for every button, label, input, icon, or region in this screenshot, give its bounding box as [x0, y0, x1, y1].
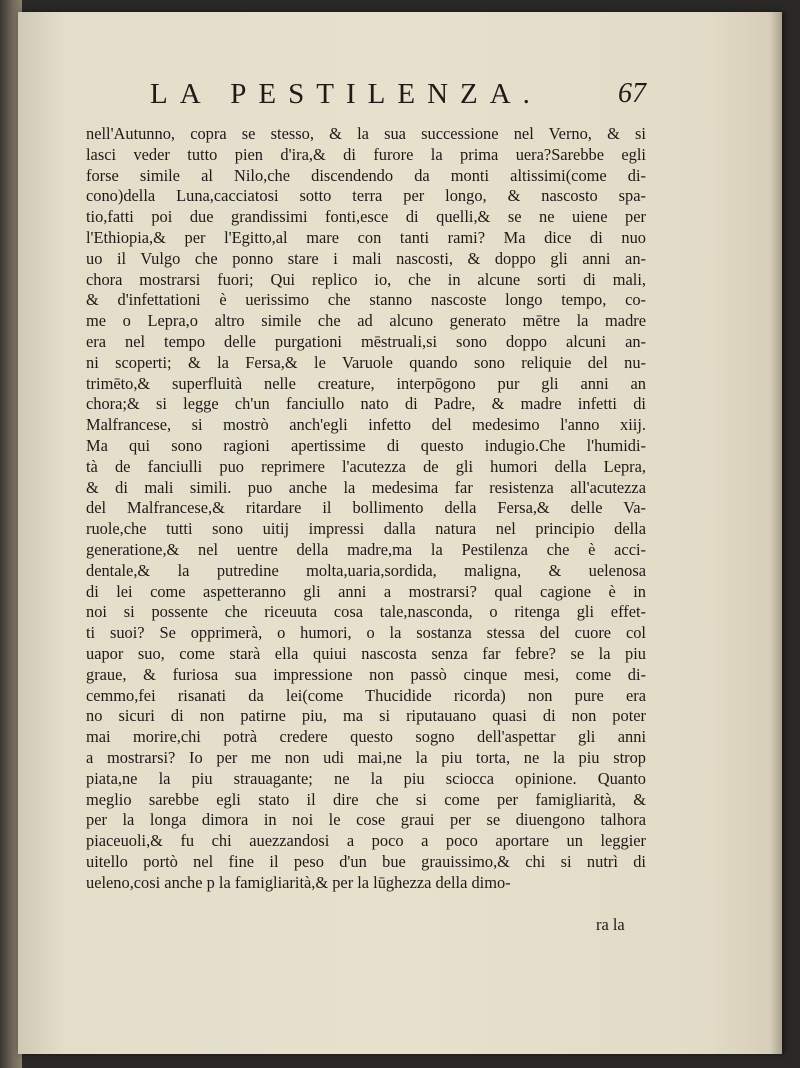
- text-line: & di mali simili. puo anche la medesima far resistenza all'acutezza: [86, 477, 646, 497]
- text-line: trimēto,& superfluità nelle creature, interpōgono pur gli anni an: [86, 373, 646, 393]
- text-line: chora;& si legge ch'un fanciullo nato di Padre, & madre infetti di: [86, 394, 646, 414]
- text-line: Ma qui sono ragioni apertissime di questo indugio.Che l'humidi-: [86, 435, 646, 455]
- text-line: me o Lepra,o altro simile che ad alcuno generato mētre la madre: [86, 311, 646, 331]
- text-line: ruole,che tutti sono uitij impressi dalla natura nel principio della: [86, 519, 646, 539]
- catchword: ra la: [596, 915, 625, 934]
- text-line: meglio sarebbe egli stato il dire che si come per famigliarità, &: [86, 789, 646, 809]
- text-line: piaceuoli,& fu chi auezzandosi a poco a poco aportare un leggier: [86, 831, 646, 851]
- text-line: tà de fanciulli puo reprimere l'acutezza de gli humori della Lepra,: [86, 456, 646, 476]
- text-line: lasci veder tutto pien d'ira,& di furore la prima uera?Sarebbe egli: [86, 144, 646, 164]
- text-line: nell'Autunno, copra se stesso, & la sua successione nel Verno, & si: [86, 124, 646, 143]
- text-line: piata,ne la piu strauagante; ne la piu sciocca opinione. Quanto: [86, 768, 646, 788]
- text-line: mai morire,chi potrà credere questo sogno dell'aspettar gli anni: [86, 727, 646, 747]
- page-number: 67: [618, 78, 646, 109]
- text-line: generatione,& nel uentre della madre,ma la Pestilenza che è acci-: [86, 539, 646, 559]
- text-line: uapor suo, come starà ella quiui nascosta senza far febre? se la piu: [86, 643, 646, 663]
- text-line: a mostrarsi? Io per me non udi mai,ne la piu torta, ne la piu strop: [86, 747, 646, 767]
- text-line: per la longa dimora in noi le cose graui per se diuengono talhora: [86, 810, 646, 830]
- page-edge-shadow: [770, 12, 782, 1054]
- text-line: uitello portò nel fine il peso d'un bue grauissimo,& chi si nutrì di: [86, 851, 646, 871]
- text-line: cono)della Luna,cacciatosi sotto terra per longo, & nascosto spa-: [86, 186, 646, 206]
- text-line: graue, & furiosa sua impressione non passò cinque mesi, come di-: [86, 664, 646, 684]
- text-line: uo il Vulgo che ponno stare i mali nascosti, & doppo gli anni an-: [86, 248, 646, 268]
- text-line: forse simile al Nilo,che discendendo da monti altissimi(come di-: [86, 165, 646, 185]
- text-line: cemmo,fei risanati da lei(come Thucidide ricorda) non pure era: [86, 685, 646, 705]
- text-line: & d'infettationi è uerissimo che stanno nascoste longo tempo, co-: [86, 290, 646, 310]
- text-line: del Malfrancese,& ritardare il bollimento della Fersa,& delle Va-: [86, 498, 646, 518]
- text-line: ti suoi? Se opprimerà, o humori, o la sostanza stessa del cuore col: [86, 623, 646, 643]
- text-line: ueleno,cosi anche p la famigliarità,& per la lūghezza della dimo-: [86, 872, 511, 892]
- text-line: ni scoperti; & la Fersa,& le Varuole quando sono reliquie del nu-: [86, 352, 646, 372]
- text-line: l'Ethiopia,& per l'Egitto,al mare con tanti rami? Ma dice di nuo: [86, 227, 646, 247]
- text-line: chora mostrarsi fuori; Qui replico io, che in alcune sorti di mali,: [86, 269, 646, 289]
- body-text: [86, 124, 646, 893]
- text-line: no sicuri di non patirne piu, ma si riputauano quasi di non poter: [86, 706, 646, 726]
- text-line: Malfrancese, si mostrò anch'egli infetto del medesimo l'anno xiij.: [86, 415, 646, 435]
- text-line: noi si possente che riceuuta cosa tale,nasconda, o ritenga gli effet-: [86, 602, 646, 622]
- page-header: [150, 78, 650, 118]
- text-line: tio,fatti poi due grandissimi fonti,esce di quelli,& se ne uiene per: [86, 207, 646, 227]
- running-title: LA PESTILENZA.: [150, 78, 542, 110]
- text-line: dentale,& la putredine molta,uaria,sordida, maligna, & uelenosa: [86, 560, 646, 580]
- text-line: di lei come aspetteranno gli anni a mostrarsi? qual cagione è in: [86, 581, 646, 601]
- text-line: era nel tempo delle purgationi mēstruali,si sono doppo alcuni an-: [86, 331, 646, 351]
